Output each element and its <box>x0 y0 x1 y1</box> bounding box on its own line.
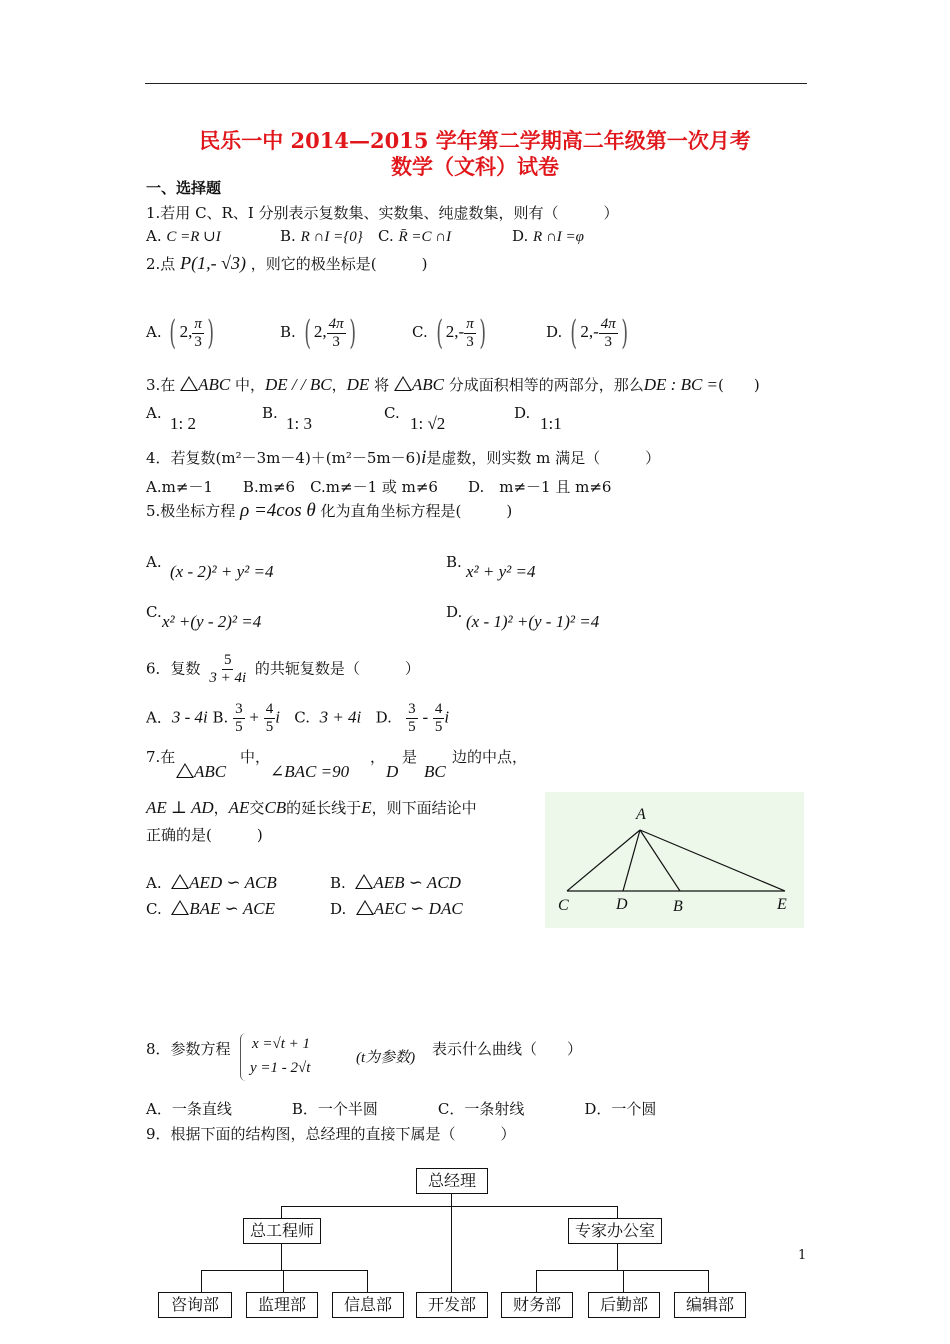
question-1-stem: 1.若用 C、R、I 分别表示复数集、实数集、纯虚数集，则有（ ） <box>146 204 619 222</box>
q2-option-b: B. ( 2, $\frac{4\pi}{3}$ ) <box>280 313 356 353</box>
q2-option-a: A. ( 2, $\frac{\pi}{3}$ ) <box>146 313 214 353</box>
q3-option-a: A. <box>146 404 162 422</box>
q3-c-value: 1: √2 <box>410 414 446 433</box>
org-leaf: 咨询部 <box>158 1292 232 1318</box>
question-4-stem: 4．若复数(m²－3m－4)＋(m²－5m－6)i是虚数，则实数 m 满足（ ） <box>146 447 661 468</box>
q5-b-equation: x² + y² =4 <box>466 562 536 581</box>
page-number: 1 <box>798 1248 807 1263</box>
point-e-label: E <box>777 896 787 913</box>
q1-c-label: C. <box>378 227 394 245</box>
q8-brace <box>240 1033 249 1081</box>
triangle-icon <box>356 900 374 915</box>
q2-a-label: A. <box>146 323 162 341</box>
question-6-stem: 6．复数 $\frac{5}{3 + 4i}$ 的共轭复数是（ ） <box>146 652 420 686</box>
q7-line-3: 正确的是( ) <box>146 826 263 844</box>
org-leaf: 开发部 <box>416 1292 488 1318</box>
q7-option-b: B. AEB ∽ ACD <box>330 873 461 892</box>
q7-triangle: ABC <box>176 762 226 782</box>
org-leaf: 信息部 <box>332 1292 404 1318</box>
q2-option-c: C. ( 2,- $\frac{\pi}{3}$ ) <box>412 313 486 353</box>
q3-option-c: C. <box>384 404 400 422</box>
q5-b-label: B. <box>446 553 462 571</box>
q7-angle: ∠BAC =90 <box>270 762 350 781</box>
exam-subtitle: 数学（文科）试卷 <box>391 154 559 179</box>
org-leaf: 后勤部 <box>588 1292 660 1318</box>
q7-number: 7.在 <box>146 748 176 766</box>
point-c-label: C <box>558 897 569 914</box>
q7-option-d: D. AEC ∽ DAC <box>330 899 463 918</box>
q3-a-value: 1: 2 <box>170 414 196 433</box>
q5-a-label: A. <box>146 553 162 571</box>
org-left-node: 总工程师 <box>243 1218 321 1244</box>
q7-line-2: AE ⊥ AD，AE交CB的延长线于E，则下面结论中 <box>146 798 477 817</box>
q2-number: 2.点 <box>146 255 176 273</box>
q3-option-d: D. <box>514 404 531 422</box>
question-2-stem <box>146 253 427 274</box>
q5-d-label: D. <box>446 603 463 621</box>
exam-title: 民乐一中 2014—2015 学年第二学期高二年级第一次月考 <box>199 128 751 153</box>
q7-option-c: C. BAE ∽ ACE <box>146 899 275 918</box>
triangle-icon <box>355 874 373 889</box>
q6-options: A．3 - 4i B. $\frac{3}{5}$ + $\frac{4}{5}$ i C. 3 + 4i D. $\frac{3}{5}$ - $\frac{4}{5}$ i <box>146 701 450 735</box>
q9-stem: 9．根据下面的结构图，总经理的直接下属是（ ） <box>146 1125 516 1143</box>
triangle-icon <box>176 763 194 778</box>
q1-a-math: C =R ∪I <box>166 229 221 245</box>
q1-d-math: R ∩I =φ <box>533 229 584 245</box>
q2-d-label: D. <box>546 323 563 341</box>
q6-fraction: $\frac{5}{3 + 4i}$ <box>209 652 247 686</box>
triangle-icon <box>171 874 189 889</box>
q8-param: (t为参数) <box>356 1050 416 1066</box>
q7-comma: ， <box>370 748 386 766</box>
q2-option-d: D. ( 2,- $\frac{4\pi}{3}$ ) <box>546 313 628 353</box>
q7-rest: 边的中点， <box>452 748 528 766</box>
triangle-figure <box>545 792 804 928</box>
triangle-icon <box>180 376 198 391</box>
q2-stem-rest: ，则它的极坐标是( ) <box>250 255 428 273</box>
question-3-stem: 3.在 ABC 中，DE / / BC，DE 将 ABC 分成面积相等的两部分，那么DE : BC =( ) <box>146 375 760 394</box>
q1-option-c <box>378 227 451 246</box>
q4-options: A.m≠－1 B.m≠6 C.m≠－1 或 m≠6 D. m≠－1 且 m≠6 <box>146 478 612 496</box>
q8-options: A．一条直线 B．一个半圆 C．一条射线 D．一个圆 <box>146 1100 657 1118</box>
q8-stem: 8．参数方程 <box>146 1040 231 1058</box>
q3-b-value: 1: 3 <box>286 414 312 433</box>
triangle-icon <box>171 900 189 915</box>
org-root: 总经理 <box>416 1168 488 1194</box>
q3-option-b: B. <box>262 404 278 422</box>
q1-c-math: R̄ =C ∩I <box>398 229 452 245</box>
q7-d: D <box>386 762 399 781</box>
header-rule <box>145 83 807 84</box>
q1-d-label: D. <box>512 227 529 245</box>
q2-point: P(1,- √3) <box>180 253 246 273</box>
q2-c-label: C. <box>412 323 428 341</box>
q1-option-b <box>280 227 363 246</box>
q5-c-equation: x² +(y - 2)² =4 <box>162 612 262 631</box>
q8-eq2: y =1 - 2√t <box>250 1060 311 1076</box>
q8-rest: 表示什么曲线（ ） <box>432 1040 583 1058</box>
point-d-label: D <box>616 896 628 913</box>
q8-eq1: x =√t + 1 <box>252 1036 311 1052</box>
org-leaf: 财务部 <box>501 1292 573 1318</box>
triangle-icon <box>394 376 412 391</box>
org-leaf: 监理部 <box>246 1292 318 1318</box>
q1-a-label: A. <box>146 227 162 245</box>
q2-b-label: B. <box>280 323 296 341</box>
q7-is: 是 <box>402 748 418 766</box>
point-b-label: B <box>673 898 683 915</box>
q7-option-a: A. AED ∽ ACB <box>146 873 277 892</box>
org-leaf: 编辑部 <box>674 1292 746 1318</box>
q3-number: 3.在 <box>146 376 176 394</box>
q1-b-math: R ∩I ={0} <box>300 229 363 245</box>
point-a-label: A <box>636 806 646 823</box>
q7-bc: BC <box>424 762 446 781</box>
q5-c-label: C. <box>146 603 162 621</box>
q5-d-equation: (x - 1)² +(y - 1)² =4 <box>466 612 600 631</box>
q1-option-a <box>146 227 221 246</box>
q7-mid: 中， <box>240 748 271 766</box>
section-heading: 一、选择题 <box>146 179 222 197</box>
q5-a-equation: (x - 2)² + y² =4 <box>170 562 274 581</box>
q3-d-value: 1:1 <box>540 414 562 433</box>
question-5-stem: 5.极坐标方程 ρ =4cos θ 化为直角坐标方程是( ) <box>146 500 513 521</box>
q1-option-d <box>512 227 584 246</box>
org-right-node: 专家办公室 <box>568 1218 662 1244</box>
q1-b-label: B. <box>280 227 296 245</box>
